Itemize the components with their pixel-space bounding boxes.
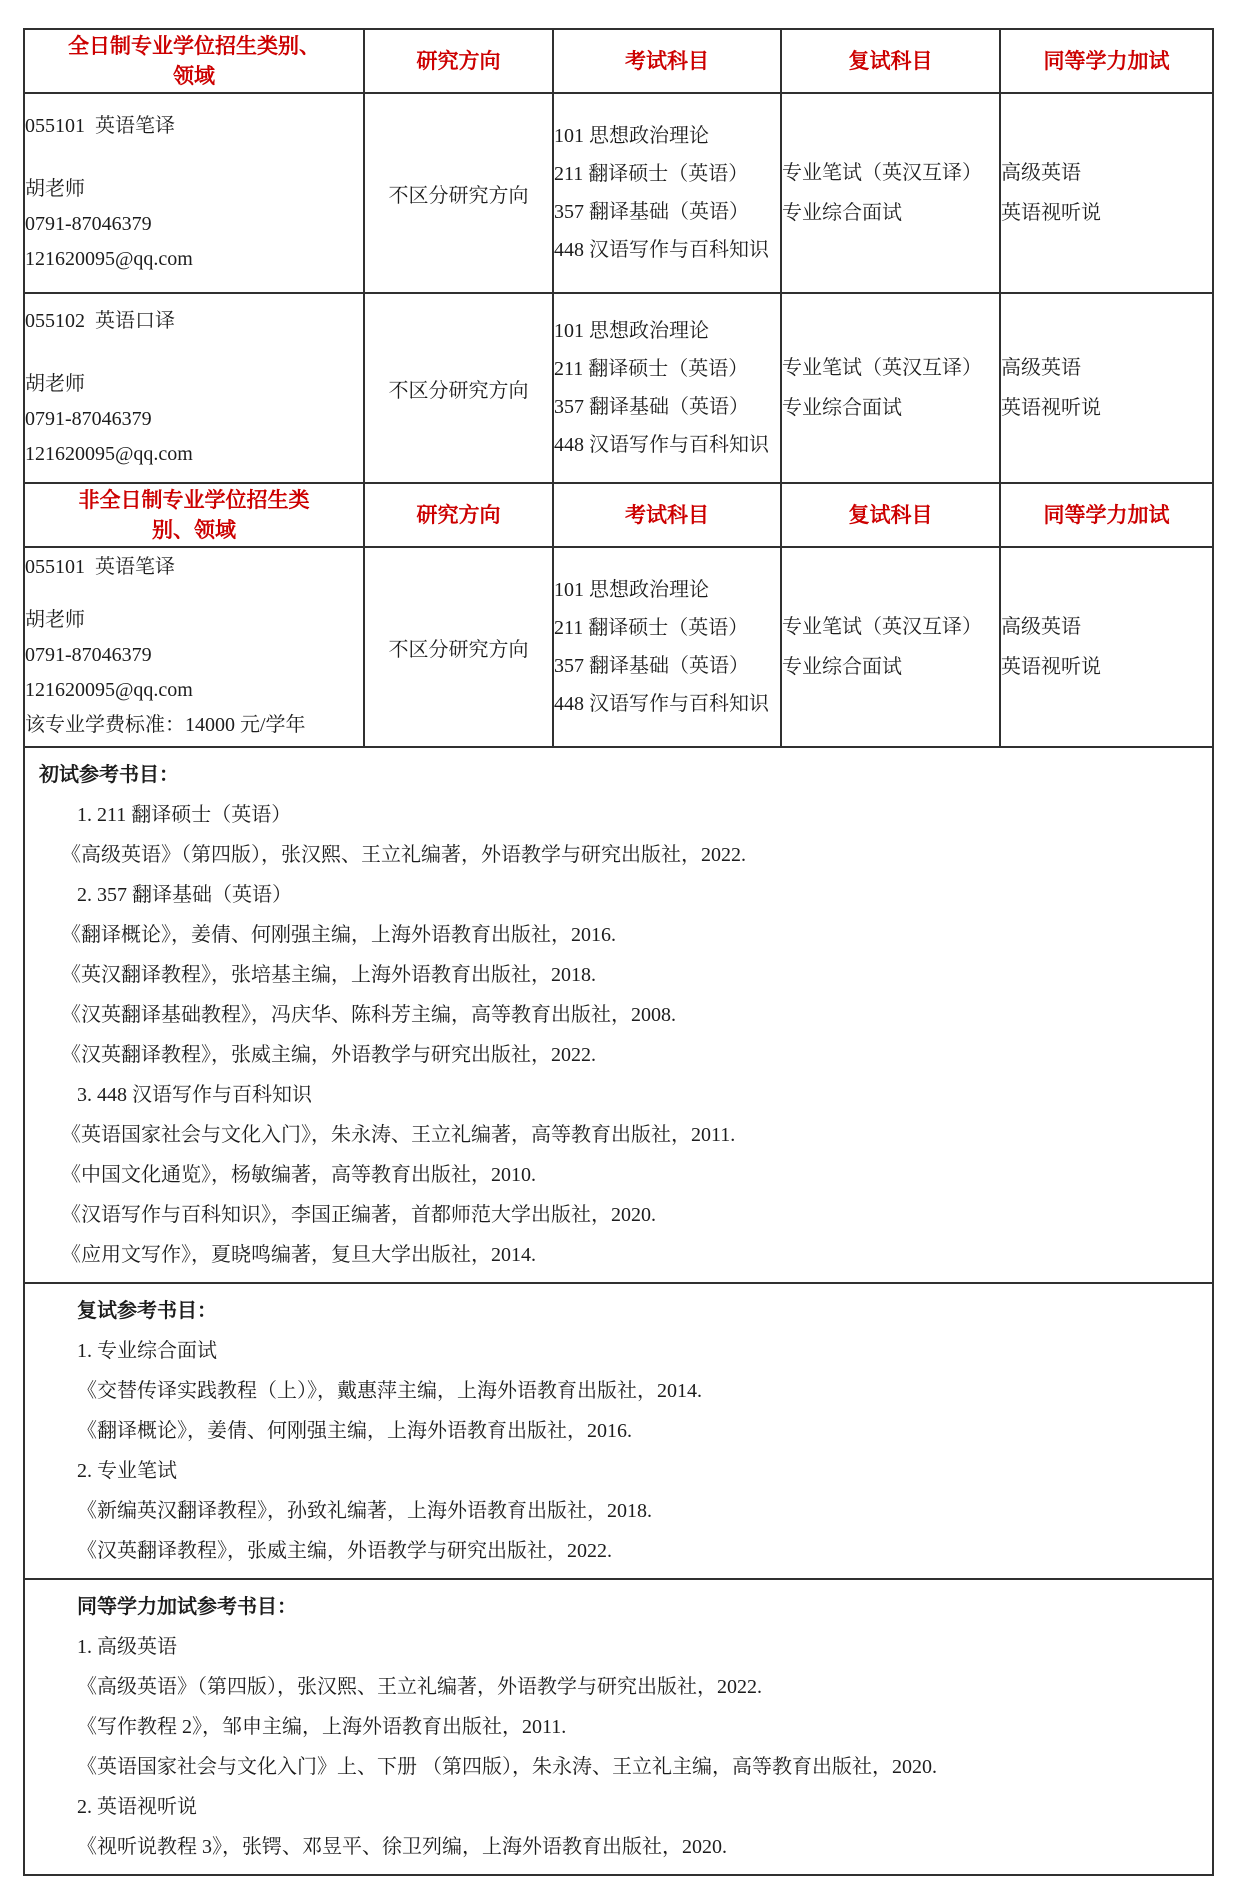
retest-subjects-header: 复试科目: [781, 483, 1000, 547]
reference-line: 1. 211 翻译硕士（英语）: [77, 804, 292, 826]
contact-name: 胡老师: [25, 177, 85, 200]
equivalency-reference-cell: [24, 1579, 1213, 1875]
equivalency-test: 高级英语: [1001, 616, 1081, 638]
table-row-055101-full-time: [24, 93, 1213, 293]
reference-line: 《翻译概论》，姜倩、何刚强主编，上海外语教育出版社，2016.: [77, 1420, 632, 1442]
program-code-name: 055101 英语笔译: [25, 114, 175, 137]
equivalency-reference-section: [24, 1579, 1213, 1875]
header-line: 非全日制专业学位招生类: [78, 488, 310, 512]
reference-line: 3. 448 汉语写作与百科知识: [77, 1084, 312, 1106]
full-time-header-row: [24, 29, 1213, 93]
retest-subjects-cell: [781, 293, 1000, 483]
reference-line: 2. 英语视听说: [77, 1796, 197, 1818]
reference-line: 《英语国家社会与文化入门》，朱永涛、王立礼编著，高等教育出版社，2011.: [61, 1124, 736, 1146]
reference-line: 《汉英翻译教程》，张威主编，外语教学与研究出版社，2022.: [61, 1044, 596, 1066]
contact-phone: 0791-87046379: [25, 644, 152, 666]
retest-reference-section: [24, 1283, 1213, 1579]
exam-subject: 211 翻译硕士（英语）: [554, 617, 749, 639]
contact-email: 121620095@qq.com: [25, 442, 193, 465]
reference-line: 《应用文写作》，夏晓鸣编著，复旦大学出版社，2014.: [61, 1244, 536, 1266]
exam-subject: 448 汉语写作与百科知识: [554, 239, 769, 261]
reference-line: 《英语国家社会与文化入门》上、下册 （第四版），朱永涛、王立礼主编，高等教育出版社，2020.: [77, 1756, 937, 1778]
retest-subjects-cell: [781, 547, 1000, 747]
section-title: 初试参考书目：: [39, 764, 179, 786]
reference-line: 2. 357 翻译基础（英语）: [77, 884, 292, 906]
contact-phone: 0791-87046379: [25, 407, 152, 430]
reference-line: 《高级英语》（第四版），张汉熙、王立礼编著，外语教学与研究出版社，2022.: [61, 844, 746, 866]
equivalency-tests-cell: [1000, 547, 1213, 747]
contact-name: 胡老师: [25, 609, 85, 631]
initial-exam-reference-section: [24, 747, 1213, 1283]
exam-subject: 357 翻译基础（英语）: [554, 655, 749, 677]
exam-subjects-cell: [553, 293, 781, 483]
reference-line: 《中国文化通览》，杨敏编著，高等教育出版社，2010.: [61, 1164, 536, 1186]
reference-line: 《汉英翻译教程》，张威主编，外语教学与研究出版社，2022.: [77, 1540, 612, 1562]
program-cell: [24, 93, 364, 293]
reference-line: 《英汉翻译教程》，张培基主编，上海外语教育出版社，2018.: [61, 964, 596, 986]
retest-reference-cell: [24, 1283, 1213, 1579]
program-cell: [24, 293, 364, 483]
contact-phone: 0791-87046379: [25, 212, 152, 235]
retest-subject: 专业笔试（英汉互译）: [782, 162, 982, 184]
exam-subject: 448 汉语写作与百科知识: [554, 434, 769, 456]
header-line: 别、领域: [152, 518, 236, 542]
exam-subject: 101 思想政治理论: [554, 125, 709, 147]
exam-subject: 448 汉语写作与百科知识: [554, 693, 769, 715]
part-time-category-header: [24, 483, 364, 547]
section-title: 复试参考书目：: [77, 1300, 217, 1322]
reference-line: 《翻译概论》，姜倩、何刚强主编，上海外语教育出版社，2016.: [61, 924, 616, 946]
equivalency-test: 英语视听说: [1001, 202, 1101, 224]
exam-subject: 357 翻译基础（英语）: [554, 396, 749, 418]
exam-subjects-cell: [553, 547, 781, 747]
section-title: 同等学力加试参考书目：: [77, 1596, 297, 1618]
reference-line: 《写作教程 2》，邹申主编，上海外语教育出版社，2011.: [77, 1716, 567, 1738]
retest-subject: 专业综合面试: [782, 656, 902, 678]
retest-subject: 专业笔试（英汉互译）: [782, 357, 982, 379]
exam-subject: 211 翻译硕士（英语）: [554, 358, 749, 380]
reference-line: 《汉语写作与百科知识》，李国正编著，首都师范大学出版社，2020.: [61, 1204, 656, 1226]
equivalency-test: 高级英语: [1001, 357, 1081, 379]
reference-line: 《交替传译实践教程（上）》，戴惠萍主编，上海外语教育出版社，2014.: [77, 1380, 702, 1402]
research-direction-cell: 不区分研究方向: [364, 293, 553, 483]
exam-subject: 101 思想政治理论: [554, 320, 709, 342]
retest-subjects-header: 复试科目: [781, 29, 1000, 93]
initial-exam-reference-cell: [24, 747, 1213, 1283]
exam-subject: 357 翻译基础（英语）: [554, 201, 749, 223]
header-line: 全日制专业学位招生类别、: [68, 34, 320, 58]
exam-subject: 101 思想政治理论: [554, 579, 709, 601]
program-cell: [24, 547, 364, 747]
equivalency-test-header: 同等学力加试: [1000, 29, 1213, 93]
tuition-note: 该专业学费标准：14000 元/学年: [25, 714, 306, 736]
equivalency-test: 英语视听说: [1001, 656, 1101, 678]
research-direction-cell: 不区分研究方向: [364, 93, 553, 293]
equivalency-tests-cell: [1000, 293, 1213, 483]
contact-name: 胡老师: [25, 372, 85, 395]
equivalency-test-header: 同等学力加试: [1000, 483, 1213, 547]
equivalency-tests-cell: [1000, 93, 1213, 293]
reference-line: 1. 专业综合面试: [77, 1340, 217, 1362]
retest-subject: 专业综合面试: [782, 202, 902, 224]
reference-line: 《高级英语》（第四版），张汉熙、王立礼编著，外语教学与研究出版社，2022.: [77, 1676, 762, 1698]
program-code-name: 055102 英语口译: [25, 309, 175, 332]
research-direction-header: 研究方向: [364, 483, 553, 547]
reference-line: 2. 专业笔试: [77, 1460, 177, 1482]
reference-line: 《汉英翻译基础教程》，冯庆华、陈科芳主编，高等教育出版社，2008.: [61, 1004, 676, 1026]
header-line: 领域: [173, 64, 215, 88]
admissions-table: [23, 28, 1214, 1876]
contact-email: 121620095@qq.com: [25, 679, 193, 701]
retest-subject: 专业笔试（英汉互译）: [782, 616, 982, 638]
reference-line: 《新编英汉翻译教程》，孙致礼编著，上海外语教育出版社，2018.: [77, 1500, 652, 1522]
exam-subjects-cell: [553, 93, 781, 293]
exam-subjects-header: 考试科目: [553, 29, 781, 93]
research-direction-header: 研究方向: [364, 29, 553, 93]
exam-subject: 211 翻译硕士（英语）: [554, 163, 749, 185]
equivalency-test: 高级英语: [1001, 162, 1081, 184]
reference-line: 《视听说教程 3》，张锷、邓昱平、徐卫列编，上海外语教育出版社，2020.: [77, 1836, 727, 1858]
retest-subject: 专业综合面试: [782, 397, 902, 419]
table-row-055102-full-time: [24, 293, 1213, 483]
equivalency-test: 英语视听说: [1001, 397, 1101, 419]
program-code-name: 055101 英语笔译: [25, 556, 175, 578]
contact-email: 121620095@qq.com: [25, 247, 193, 270]
table-row-055101-part-time: [24, 547, 1213, 747]
research-direction-cell: 不区分研究方向: [364, 547, 553, 747]
exam-subjects-header: 考试科目: [553, 483, 781, 547]
reference-line: 1. 高级英语: [77, 1636, 177, 1658]
full-time-category-header: [24, 29, 364, 93]
retest-subjects-cell: [781, 93, 1000, 293]
part-time-header-row: [24, 483, 1213, 547]
